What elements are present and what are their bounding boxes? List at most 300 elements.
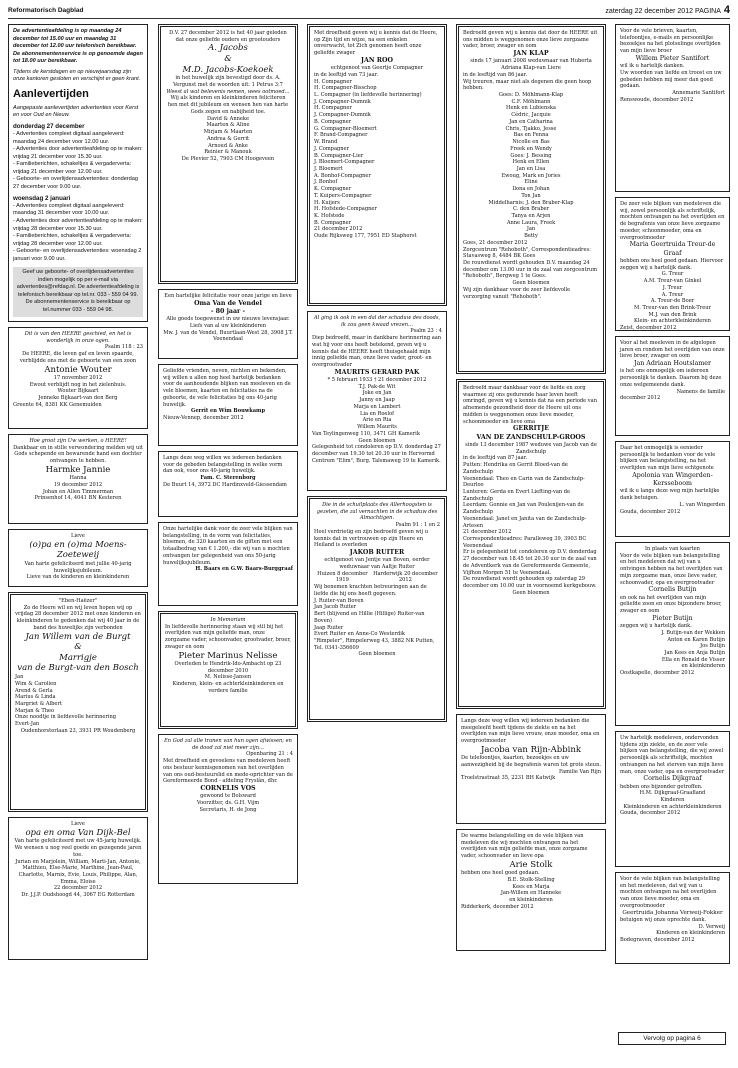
ad-text: Met droefheid en gevoelens van medeleven heeft ons bestuur kennisgenomen van het overlijden van ons oud-bestuurslid en mede-oprichter van de Gereformeerde Bond - afdeling Fryslân, dhr. bbox=[163, 758, 293, 785]
column-5 bbox=[615, 24, 730, 969]
ad-name: M.D. Jacobs-Koekoek bbox=[182, 64, 274, 75]
ad-name: MAURITS GERARD PAK bbox=[334, 368, 420, 376]
ad-thanks: Ewout verblijdt nog in het zielenhuis. bbox=[29, 381, 127, 388]
ad-family-member: Evert Ruiter en Anne-Co Westerdik bbox=[314, 631, 405, 638]
ad-text: De telefoontjes, kaarten, bezoekjes en uw aanwezigheid bij de begrafenis waren tot grote steun. bbox=[461, 755, 601, 768]
ad-sign: Kleinkinderen en achterkleinkinderen bbox=[623, 803, 722, 810]
ad-family-member: Ewoug, Mark en Jories bbox=[501, 172, 561, 179]
ad-family-member: Jos Butijn bbox=[700, 643, 725, 650]
ad-amp: & bbox=[224, 54, 232, 65]
ad-family-member: Willem Maurits bbox=[357, 424, 397, 431]
ad-family: Jan bbox=[15, 674, 24, 681]
ad-text: Dankbaar en in stille verwondering melden wij uit Gods schepende en bewarende hand een dochter ontvangen te hebben. bbox=[13, 444, 143, 465]
ad-head: Lieve bbox=[71, 821, 85, 827]
ad-sign: D. Verweij bbox=[698, 923, 725, 930]
ad-name: Jan Adriaan Houtslamer bbox=[633, 360, 712, 368]
ad-family-member: A. Bonhof-Compagner bbox=[314, 172, 371, 179]
ad-family-member: Cédric, Jacquie bbox=[511, 112, 551, 119]
ad-family-member: Jan en Lisa bbox=[516, 165, 546, 172]
deadline-item: - Advertenties compleet digitaal aangeleverd: maandag 31 december voor 10.00 uur. bbox=[13, 202, 125, 217]
aanlevertijden-subtitle: Aangepaste aanlevertijden advertenties voor Kerst en voor Oud en Nieuw. bbox=[13, 104, 139, 119]
ad-death-ruiter bbox=[307, 496, 447, 722]
ad-address: Zeist, december 2012 bbox=[620, 325, 677, 331]
ad-name: Cornelis Dijkgraaf bbox=[643, 775, 702, 783]
ad-family-member: Goes: J. Bessing bbox=[510, 152, 552, 159]
ad-date: Goes, 21 december 2012 bbox=[463, 239, 528, 246]
ad-family-member: Betty bbox=[524, 233, 538, 240]
ad-text: Van harte gefeliciteerd met jullie 40-jarig huwelijksjubileum. bbox=[24, 560, 132, 574]
ad-name: Kersseboom bbox=[652, 480, 693, 488]
ad-family-member: J. Bonhof bbox=[314, 179, 338, 186]
ad-sign: Kinderen en kleinkinderen bbox=[656, 930, 725, 937]
ad-family-member: C.F. Möhlmann bbox=[511, 98, 551, 105]
ad-born: Huizen 8 december 1919 bbox=[317, 570, 368, 584]
closure-notice: Tijdens de kerstdagen en op nieuwjaarsdag zijn onze kantoren gesloten en verschijnt er geen krant. bbox=[13, 68, 141, 83]
ad-family-member: Janny en Jaap bbox=[359, 397, 395, 404]
ad-name: CORNELIS VOS bbox=[200, 785, 256, 793]
ad-note: Geen bloemen bbox=[358, 651, 396, 658]
ad-family-member: L. Compagner (in liefdevolle herinnering) bbox=[314, 92, 422, 99]
ad-family-member: K. Hofstede bbox=[314, 212, 345, 219]
ad-head: In Memoriam bbox=[210, 617, 246, 623]
ad-family-member: Anne Laura, Freek bbox=[506, 219, 556, 226]
ad-sub: sinds 17 januari 2008 weduwnaar van Huberta Adriana Klap-van Liere bbox=[470, 58, 592, 72]
ad-name: Oma Van de Vendel bbox=[194, 299, 262, 307]
ad-text: Wij benemen krachten betreuringen aan de liefde die hij ons heeft gegeven. bbox=[314, 584, 427, 597]
ad-family-member: M. Treur-van den Brink-Treur bbox=[634, 304, 711, 311]
ad-text: Bedroefd geven wij u kennis dat door de HEERE uit ons midden is weggenomen onze lieve zorgzame vader, broer, zwager en oom bbox=[463, 30, 598, 50]
ad-sign: H.M. Dijkgraaf-Graafland bbox=[639, 790, 706, 797]
ad-thanks-sterenborg bbox=[158, 451, 298, 517]
ad-family-member: Tanya en Arjen bbox=[511, 212, 551, 219]
ad-text: Zo de Heere wil en wij leven hopen wij op vrijdag 28 december 2012 met onze kinderen en kleinkinderen te gedenken dat wij 40 jaar in de band des huwelijks zijn verbonden bbox=[15, 604, 141, 631]
ad-address: "Rimpeler", Rimpelerweg 43, 3882 NK Putten, Tel. 0341-356609 bbox=[314, 637, 435, 651]
ad-head: Lieve bbox=[71, 533, 85, 539]
ad-thanks-van-rijn bbox=[456, 714, 606, 824]
ad-address: Oudenhorsterlaan 23, 3931 PR Woudenberg bbox=[20, 727, 136, 734]
ad-text: Voor de vele blijken van belangstelling en het medeleven, dat wij van u mochten ontvangen na het overlijden van onze lieve moeder, oma en overgrootmoeder bbox=[620, 876, 720, 909]
ad-date: 22 december 2012 bbox=[53, 885, 103, 892]
ad-anniversary-van-dijk bbox=[8, 817, 148, 960]
ad-text: hebben ons heel goed gedaan. Hiervoor zeggen wij u hartelijk dank. bbox=[620, 257, 724, 271]
ad-name: Willem Pieter Santifort bbox=[635, 54, 710, 62]
ad-family-member: M.J. van den Brink bbox=[648, 311, 697, 318]
ad-text: Voor de vele blijken van belangstelling en het medeleven dat wij van u ontvingen hebben na het overlijden van mijn zorgzame man, onze lieve vader, schoonvader, opa en overgrootvader bbox=[620, 552, 723, 586]
ad-family: Marjan & Theo bbox=[15, 707, 55, 714]
ad-family-member: J. Bloemert bbox=[314, 165, 343, 172]
ad-sign: Namens de familie bbox=[676, 388, 725, 395]
ad-died: Harderwijk 20 december 2012 bbox=[373, 570, 438, 584]
ad-family-member: Freek en Wendy bbox=[510, 145, 552, 152]
page-info bbox=[605, 4, 730, 16]
ad-anniversary-moens bbox=[8, 529, 148, 587]
ad-family-member: H. Compagner bbox=[314, 78, 352, 85]
ad-birth-antonie bbox=[8, 327, 148, 429]
ad-name: opa en oma Van Dijk-Bel bbox=[25, 827, 131, 838]
ad-address: Greente 64, 8381 KK Genemuiden bbox=[13, 401, 102, 408]
ad-sub: echtgenoot van Geertje Compagner bbox=[330, 65, 424, 72]
ad-name: Apolonia van Wingerden- bbox=[632, 471, 713, 479]
ad-family-member: Bas en Fenna bbox=[513, 132, 549, 139]
ad-family-list bbox=[620, 630, 725, 664]
ad-address: Correspondentieadres: Paralleweg 39, 3903 BC Veenendaal bbox=[463, 535, 587, 549]
ad-family-member: Eline bbox=[524, 179, 538, 186]
ad-name: Antonie Wouter bbox=[44, 364, 112, 375]
ad-address: De Buurt 14, 3972 DC Hardinxveld-Giessendam bbox=[163, 481, 287, 488]
ad-thanks-dijkgraaf bbox=[615, 731, 730, 867]
ad-sign: en kleinkinderen bbox=[509, 896, 553, 903]
ad-family-member: G. Compagner-Bloemert bbox=[314, 125, 377, 132]
deadline-day-1: donderdag 27 december bbox=[13, 122, 85, 130]
ad-family: David & Anneke bbox=[206, 115, 250, 122]
deadline-item: - Familieberichten, schakeltjes & vergaderverta: vrijdag 21 december voor 12.00 uur. bbox=[13, 161, 132, 175]
ad-family-list bbox=[463, 99, 599, 240]
ad-family: Mirjam & Maarten bbox=[203, 129, 253, 136]
deadline-item: - Geboorte- en overlijdensadvertenties: donderdag 27 december voor 9.00 uur. bbox=[13, 176, 139, 190]
ad-ref: Psalm 23 : 4 bbox=[410, 328, 442, 335]
ad-ref: Psalm 118 : 23 bbox=[104, 344, 143, 351]
ad-age: in de leeftijd van 73 jaar. bbox=[314, 71, 379, 78]
ad-address: Van Teylingenweg 110, 3471 GH Kamerik bbox=[312, 430, 420, 437]
ad-address: december 2012 bbox=[620, 395, 661, 402]
ad-parent: Jenneke Bijkaart-van den Berg bbox=[38, 394, 118, 401]
ad-name: Pieter Marinus Nelisse bbox=[178, 650, 278, 661]
ad-family: Wim & Carolien bbox=[15, 680, 57, 687]
ad-anniversary-van-de-burgt bbox=[8, 592, 148, 812]
ad-text: De HEERE, die leven gaf en leven spaarde, verblijdde ons met de geboorte van een zoon bbox=[19, 351, 137, 364]
ad-sign: L. van Wingerden bbox=[679, 501, 725, 508]
ad-memoriam-nelisse bbox=[158, 611, 298, 729]
ad-family-member: Arie en Ria bbox=[362, 417, 392, 424]
ad-family-member: H. Compagner bbox=[314, 105, 352, 112]
ad-family-member: Lunteren: Gerda en Evert Liefting-van de Zandschulp bbox=[463, 488, 571, 502]
ad-family-member: Ella en Ronald de Visser bbox=[661, 656, 725, 663]
ad-amp: & bbox=[74, 642, 82, 653]
ad-family: Jurian en Marjolein, William, Marti-Jan, Antonie, Matthieu, Else-Marie, Marthine, Jean-Paul, Charlotte, Marnix, Evie, Louis, Philippe, Alan, Emma, Eloise bbox=[15, 858, 141, 885]
aanlevertijden-title: Aanlevertijden bbox=[13, 87, 89, 100]
ad-text: D.V. 27 december 2012 is het 40 jaar geleden dat onze geliefde ouders en grootouders bbox=[169, 30, 287, 43]
ad-family: Kees en Marja bbox=[512, 883, 550, 890]
ad-family-member: Ton Jan bbox=[521, 192, 541, 199]
ad-sign: Klein- en achterkleinkinderen bbox=[634, 318, 711, 325]
ad-family-member: B. Compagner-Lier bbox=[314, 152, 364, 159]
column-2 bbox=[158, 24, 298, 889]
ad-address: Gouda, december 2012 bbox=[620, 810, 681, 817]
ad-family-member: Veenendaal: Theo en Carin van de Zandschulp-Deurloo bbox=[463, 475, 585, 489]
ad-birthday-van-de-vendel bbox=[158, 289, 298, 359]
deadline-item: - Advertenties compleet digitaal aangeleverd: maandag 24 december voor 12.00 uur. bbox=[13, 131, 125, 145]
ad-anniversary-jacobs bbox=[158, 24, 298, 284]
ad-address: De Plevier 52, 7903 CM Hoogeveen bbox=[181, 155, 275, 162]
ad-text: Een hartelijke felicitatie voor onze jarige en lieve bbox=[164, 293, 292, 299]
ad-address: Zorgcentrum "Rehoboth", Correspondentieadres: Stavasweg 8, 4484 BK Goes bbox=[463, 246, 591, 260]
ad-text: Onze hartelijke dank voor de zeer vele blijken van belangstelling, in de vorm van felicitaties, bloemen, de 320 kaarten en de giften met een totaalbedrag van € 1.200,- die wij van u mochten ontvangen ter gelegenheid van ons 50-jarig huwelijksjubileum. bbox=[163, 526, 293, 566]
ad-family-member: J. Treur bbox=[662, 284, 683, 291]
ad-text: Langs deze weg willen we iedereen bedanken voor de gebeden belangstelling in welke vorm dan ook, voor ons 40-jarig huwelijk. bbox=[163, 455, 283, 475]
continued-on-page-link[interactable]: Vervolg op pagina 6 bbox=[618, 1032, 726, 1045]
ad-text: Diep bedroefd, maar in dankbare herinnering aan wat hij voor ons heeft betekend, geven wij u kennis dat de HEERE heeft thuisgehaald mijn innig geliefde man, onze lieve vader, groot- en overgrootvader bbox=[312, 335, 442, 369]
ad-name: Pieter Butijn bbox=[652, 614, 693, 622]
ad-family: Marius & Linda bbox=[15, 694, 56, 701]
ad-thanks: Wij zijn dankbaar voor de zeer liefdevolle verzorging vanuit "Rehoboth". bbox=[463, 286, 571, 300]
ad-text: In liefdevolle herinnering staan wij stil bij het overlijden van mijn geliefde man, onze zorgzame vader, schoonvader, grootvader, broer, zwager en oom bbox=[165, 623, 291, 650]
ad-name: Gerrit en Wim Bouwkamp bbox=[190, 408, 266, 415]
ad-sign: en kleinkinderen bbox=[681, 663, 725, 670]
page-header bbox=[8, 4, 730, 19]
ad-text: Er is gelegenheid tot condoleren op D.V. donderdag 27 december van 18.45 tot 20.30 uur in de zaal van de Adventkerk van de Gereformeerde Gemeente, Vijfhon Morgen 51 te Veenendaal. bbox=[463, 549, 597, 576]
ad-ref: Openbaring 21 : 4 bbox=[246, 751, 293, 758]
ad-sign: Kinderen bbox=[660, 797, 685, 804]
holiday-notice: De advertentieafdeling is op maandag 24 december tot 15.00 uur en maandag 31 december tot 12.00 uur telefonisch bereikbaar. De abonnementenservice is op genoemde dagen tot 18.00 uur bereikbaar. bbox=[13, 28, 143, 65]
ad-sign: Lieve van de kinderen en kleinkinderen bbox=[26, 574, 130, 581]
ad-text: De rouwdienst wordt gehouden op zaterdag 29 december om 10.00 uur in voornoemd kerkgebouw. bbox=[463, 576, 597, 589]
publication-name: Reformatorisch Dagblad bbox=[8, 7, 84, 14]
ad-date: 21 december 2012 bbox=[314, 226, 363, 233]
ad-condolence-vos bbox=[158, 734, 298, 884]
page-date: zaterdag 22 december 2012 bbox=[605, 8, 693, 15]
ad-sub: gewoond te Bolsward bbox=[200, 793, 256, 800]
ad-family-member: Lia en Roelof bbox=[359, 410, 395, 417]
ad-head: "Eben-Haëzer" bbox=[58, 598, 98, 604]
deadline-item: - Advertenties door advertentieafdeling op te maken: vrijdag 28 december voor 15.30 uur. bbox=[13, 217, 143, 232]
ad-date: 19 december 2012 bbox=[53, 481, 103, 488]
ad-address: Prinsenhof 14, 4041 BN Kesteren bbox=[34, 495, 122, 502]
ad-family: Reinier & Manouk bbox=[204, 149, 252, 156]
ad-sub: sinds 13 december 1987 weduwe van Jacob van de Zandschulp bbox=[465, 441, 597, 455]
ad-text: zeggen wij u hartelijk dank. bbox=[620, 623, 692, 630]
ad-death-jan-klap bbox=[456, 24, 606, 374]
ad-quote: En God zal alle tranen van hun ogen afwissen; en de dood zal niet meer zijn... bbox=[164, 738, 292, 751]
ad-address: Oostkapelle, december 2012 bbox=[620, 670, 695, 677]
ad-family-member: Nicolle en Bas bbox=[512, 139, 550, 146]
ad-age: in de leeftijd van 87 jaar. bbox=[463, 455, 528, 462]
contact-info: Geef uw geboorte- of overlijdensadvertenties indien mogelijk op per e-mail via advertenties@refdag.nl. De advertentieafdeling is telefonisch bereikbaar op tel.nr. 033 - 559 04 99. De abonnementenservice is bereikbaar op tel.nummer 033 - 559 04 98. bbox=[13, 267, 143, 316]
ad-family: Onze noodtje in liefdevolle herinnering bbox=[15, 714, 117, 721]
ad-family-member: G. Treur bbox=[661, 271, 684, 278]
ad-family-list bbox=[463, 462, 599, 529]
ad-family-member: J. Compagner-Dumnik bbox=[314, 112, 371, 119]
rd-logo bbox=[13, 321, 143, 322]
ad-family: Jan-Willem en Hanneke bbox=[500, 890, 562, 897]
ad-name-2: Hanna bbox=[69, 475, 87, 482]
ad-text: Geliefde vrienden, neven, nichten en bekenden, wij willen u allen nog heel hartelijk bedanken voor de aanhoudende blijken van meeleven en de vele bloemen, kaarten en felicitaties na de geboorte, de vele felicitaties bij ons 40-jarig huwelijk. bbox=[163, 368, 291, 408]
ad-family: Goes: D. Möhlmann-Klap bbox=[498, 92, 564, 99]
ad-family-member: Jan Jacob Ruiter bbox=[314, 604, 357, 611]
ad-family-member: Henk en Lubienska bbox=[506, 105, 556, 112]
ad-family-member: H. Kuijers bbox=[314, 199, 340, 206]
ad-sub: Overleden te Hendrik-Ido-Ambacht op 23 december 2010 bbox=[174, 660, 282, 674]
ad-family-member: Bert (blijvend en Hillie (Hillige) Ruiter-van Boven) bbox=[314, 611, 425, 624]
ad-sign: Voorzitter, ds. G.H. Vijm bbox=[196, 800, 260, 807]
ad-sign: B.E. Stolk-Stelling bbox=[507, 876, 555, 883]
ad-quote: Dit is van den HEERE geschied, en het is wonderlijk in onze ogen. bbox=[24, 331, 132, 344]
ad-text: De zeer vele blijken van medeleven die wij, zowel persoonlijk als schriftelijk, mochten ontvangen na het overlijden en de begrafenis van onze lieve zorgzame moeder, schoonmoeder, oma en overgrootmoeder bbox=[620, 201, 725, 241]
ad-family: Arend & Gerla bbox=[15, 687, 53, 694]
ad-address: Gouda, december 2012 bbox=[620, 508, 681, 515]
ad-name: (o)pa en (o)ma Moens-Zoeteweij bbox=[29, 539, 127, 561]
ad-thanks-santifort bbox=[615, 24, 730, 192]
ad-family-member: W. Brand bbox=[314, 139, 338, 146]
ad-text: Gelegenheid tot condoleren op D.V. donderdag 27 december van 19.30 tot 20.30 uur in Hervormd Centrum "Elim", Burg. Talsmaweg 19 te Kamerik. bbox=[312, 444, 441, 464]
ad-address: Oude Rijksweg 177, 7951 ED Staphorst bbox=[314, 233, 417, 240]
ad-thanks-stolk bbox=[456, 829, 606, 951]
ad-quote: Die in de schuilplaats des Allerhoogsten is gezeten, die zal vernachten in de schaduw des Almachtigen. bbox=[316, 502, 438, 522]
ad-name: A. Jacobs bbox=[208, 43, 248, 54]
ad-name: Marrigje bbox=[59, 652, 97, 663]
ad-name: Jan Willem van de Burgt bbox=[25, 631, 131, 642]
ad-family-member: T. Kuipers-Compagner bbox=[314, 192, 372, 199]
ad-family-member: B. Compagner bbox=[314, 219, 352, 226]
ad-family: Evert-Jan bbox=[15, 721, 40, 728]
ad-text: Alle goeds toegewenst in uw nieuwe levensjaar. bbox=[166, 316, 290, 323]
ad-family-member: H. Compagner-Bisschop bbox=[314, 85, 377, 92]
ad-family-member: Jan Kees en Anja Butijn bbox=[664, 649, 725, 656]
ad-family-member: J. Butijn-van der Wekken bbox=[661, 629, 725, 636]
ad-family: Andrea & Gerrit bbox=[206, 135, 250, 142]
ad-sign: M. Nelisse-Jansen bbox=[204, 674, 252, 681]
ad-dates: * 5 februari 1933 † 21 december 2012 bbox=[327, 377, 427, 384]
ad-thanks-verweij bbox=[615, 872, 730, 964]
ad-quote: Hoe groot zijn Uw werken, o HEERE! bbox=[29, 438, 127, 444]
ad-text: Langs deze weg willen wij iedereen bedanken die meegeleefd heeft tijdens de ziekte en na het overlijden van mijn lieve vrouw, onze moeder, oma en overgrootmoeder bbox=[461, 718, 600, 745]
ad-name: Cornelis Butijn bbox=[648, 586, 697, 594]
ad-sign: Annemarie Santifort bbox=[672, 90, 725, 97]
ad-address: Mw. J. van de Vendel, Buurtlaan-West 28, 3908 J.T. Veenendaal bbox=[163, 329, 293, 343]
ad-family-list bbox=[620, 271, 725, 318]
ad-name: van de Burgt-van den Bosch bbox=[17, 663, 139, 674]
ad-text: Heel verdrietig en zijn bedroefd geven wij u kennis dat in vertrouwen op zijn Heere en Heiland is overleden bbox=[314, 528, 429, 549]
ad-ref: Psalm 91 : 1 en 2 bbox=[395, 522, 440, 529]
ad-family-member: J. Bloemert-Compagner bbox=[314, 159, 375, 166]
ad-text: Bedroefd maar dankbaar voor de liefde en zorg waarmee zij ons gedurende haar leven heeft omringd, geven wij u kennis dat na een periode van afnemende gezondheid door de Heere uit ons midden is weggenomen onze lieve moeder, schoonmoeder en lieve oma bbox=[463, 385, 598, 425]
column-3 bbox=[307, 24, 447, 727]
ad-name: VAN DE ZANDSCHULP-GROOS bbox=[476, 433, 586, 441]
ad-family-member: H. Hofstede-Compagner bbox=[314, 206, 377, 213]
ad-sign: T.J. Pak-de Wit bbox=[358, 383, 396, 390]
ad-name: JAN KLAP bbox=[513, 50, 549, 58]
ad-sign: Secretaris, H. de Jong bbox=[199, 806, 257, 813]
ad-age: - 80 jaar - bbox=[210, 308, 246, 316]
ad-thanks-van-wingerden bbox=[615, 441, 730, 537]
ad-text: Met droefheid geven wij u kennis dat de Heere, op Zijn tijd en wijze, na een enkelen onverwacht, tot Zich genomen heeft onze geliefde zwager bbox=[314, 30, 438, 57]
page-number: 4 bbox=[723, 4, 730, 16]
ad-text: Voor de vele brieven, kaarten, telefoontjes, e-mails en persoonlijke bezoekjes na het plotselinge overlijden van mijn lieve broer bbox=[620, 28, 721, 55]
ad-thanks-butijn bbox=[615, 542, 730, 726]
ad-name: Geertruida Johanna Verweij-Fokker bbox=[622, 909, 723, 916]
ad-text: hebben ons heel goed gedaan. bbox=[461, 870, 540, 877]
ad-name: Harmke Jannie bbox=[45, 464, 111, 475]
ad-family-member: Marja en Lambert bbox=[353, 403, 401, 410]
ad-text: betuigen wij onze oprechte dank. bbox=[620, 916, 707, 923]
ad-family-member: Jaap Ruiter bbox=[314, 624, 344, 631]
ad-family-list bbox=[314, 79, 440, 227]
ad-text: in het huwelijk zijn bevestigd door ds. A. Vergunst met de woorden uit: 1 Petrus 3:7 bbox=[173, 75, 283, 89]
ad-birth-harmke bbox=[8, 434, 148, 524]
ad-parent: Johan en Allen Timmerman bbox=[42, 488, 114, 495]
ad-family: Arnoud & Anke bbox=[208, 142, 248, 149]
ad-quote: Al ging ik ook in een dal der schaduw des doods, ik zou geen kwaad vrezen... bbox=[313, 315, 441, 328]
ad-family-member: Leerdam: Gonnie en Jan van Poulenijen-van de Zandschulp bbox=[463, 502, 584, 516]
ad-family-member: Henk en Ellen bbox=[512, 159, 550, 166]
ad-death-jan-roo bbox=[307, 24, 447, 306]
ad-family-member: B. Compagner bbox=[314, 118, 352, 125]
ad-parent: Wouter Bijkaart bbox=[57, 388, 99, 395]
ad-family-member: K. Compagner bbox=[314, 186, 352, 193]
ad-family-member: Putten: Hendrika en Gerrit Bloed-van de Zandschulp bbox=[463, 462, 568, 475]
ad-name: Fam. C. Sterenborg bbox=[200, 475, 256, 482]
ad-note: Geen bloemen bbox=[358, 437, 396, 444]
rd-logo-name bbox=[33, 321, 120, 322]
ad-thanks-treur bbox=[615, 197, 730, 331]
ad-death-van-de-zandschulp bbox=[456, 379, 606, 709]
ad-text: is het ons onmogelijk om iedereen persoonlijk te danken. Daarom bij deze onze welgemeende dank. bbox=[620, 368, 722, 388]
ad-name: Jacoba van Rijn-Abbink bbox=[480, 744, 582, 755]
deadline-item: - Advertenties door advertentieafdeling op te maken: vrijdag 21 december voor 15.30 uur. bbox=[13, 146, 143, 160]
ad-family-member: A.M. Treur-van Ginkel bbox=[643, 278, 702, 285]
ad-family-member: F. Brand-Compagner bbox=[314, 132, 368, 139]
deadline-item: - Geboorte- en overlijdensadvertenties: woensdag 2 januari voor 9.00 uur. bbox=[13, 248, 142, 262]
ad-family-member: Jan bbox=[526, 226, 536, 233]
ad-thanks-baars bbox=[158, 522, 298, 606]
ad-name: JAN ROO bbox=[360, 56, 394, 64]
ad-family-member: Ilona en Johan bbox=[512, 186, 550, 193]
ad-address: Ridderkerk, december 2012 bbox=[461, 903, 534, 910]
rd-logo-icon bbox=[13, 321, 29, 322]
aanlevertijden-block bbox=[8, 24, 148, 322]
column-4 bbox=[456, 24, 606, 956]
ad-family-member: A. Treur bbox=[661, 291, 684, 298]
ad-family-member: C. den Braber bbox=[512, 206, 550, 213]
ad-address: Dr. J.J.P. Oudshoogd 44, 3067 EG Rotterdam bbox=[21, 892, 135, 899]
ad-name: Maria Geertruida Treur-de Graaf bbox=[629, 241, 716, 257]
ad-family-list bbox=[314, 598, 440, 638]
ad-text: De rouwdienst wordt gehouden D.V. maandag 24 december om 13.00 uur in de zaal van zorgcentrum "Rehoboth", Bergweg 1 te Goes. bbox=[463, 260, 598, 280]
ad-text: en ook na het overlijden van mijn geliefde zoon en onze bijzondere broer, zwager en oom bbox=[620, 594, 722, 615]
ad-quote: Weest al wat belevenis nemen, wees ootmoed... bbox=[166, 88, 290, 95]
ad-name: GERRITJE bbox=[512, 425, 550, 433]
ad-family-member: Veenendaal: Janet en Janita van de Zandschulp-Artesen bbox=[463, 515, 587, 529]
ad-text: Wij treuren, maar niet als degenen die geen hoop hebben. bbox=[463, 78, 592, 92]
ad-family: Maarten & Aline bbox=[206, 122, 250, 129]
ad-head: In plaats van kaarten bbox=[645, 546, 700, 552]
page-word: PAGINA bbox=[694, 8, 721, 15]
ad-family: Margriet & Albert bbox=[15, 700, 62, 707]
ad-sign: Liefs van al uw kleinkinderen bbox=[189, 323, 267, 330]
column-1 bbox=[8, 24, 148, 965]
ad-address: Renswoude, december 2012 bbox=[620, 96, 694, 103]
ad-family-member: J. Ruiter-van Boven bbox=[314, 597, 364, 604]
ad-address: Nieuw-Vennep, december 2012 bbox=[163, 415, 244, 422]
ad-note: Geen bloemen bbox=[512, 589, 550, 596]
ad-address: Troelstrastraat 35, 2231 BH Katwijk bbox=[461, 775, 556, 782]
ad-text: hebben ons bijzonder getroffen. bbox=[620, 783, 703, 790]
ad-name: JAKOB RUITER bbox=[349, 549, 405, 557]
ad-sub: echtgenoot van Jentje van Boven, eerder weduwnaar van Aaltje Ruiter bbox=[324, 557, 430, 571]
ad-text: Daar het onmogelijk is eenieder persoonlijk te bedanken voor de vele blijken van belangstelling, na het overlijden van mijn lieve echtgenote bbox=[620, 445, 716, 472]
ad-text: Voor al het meeleven in de afgelopen jaren en rondom het overlijden van onze lieve broer, zwager en oom bbox=[620, 340, 725, 360]
ad-age: in de leeftijd van 86 jaar. bbox=[463, 71, 528, 78]
ad-family-member: Chris, Tjakko, Jesse bbox=[505, 125, 557, 132]
ad-name: H. Baars en G.W. Baars-Burggraaf bbox=[195, 566, 293, 573]
ad-text: De warme belangstelling en de vele blijken van medeleven die wij mochten ontvangen na het overlijden van mijn geliefde man, onze zorgzame vader, schoonvader en lieve opa bbox=[461, 833, 588, 860]
ad-thanks-houtslamer bbox=[615, 336, 730, 436]
ad-thanks-bouwkamp bbox=[158, 364, 298, 446]
ad-date: 21 december 2012 bbox=[463, 529, 512, 536]
ad-sign: Familie Van Rijn bbox=[558, 768, 601, 775]
ad-text: wil ik u hartelijk danken. bbox=[620, 63, 685, 70]
ad-family-member: Anton en Karen Butijn bbox=[667, 636, 725, 643]
ad-name: Arie Stolk bbox=[509, 859, 553, 870]
